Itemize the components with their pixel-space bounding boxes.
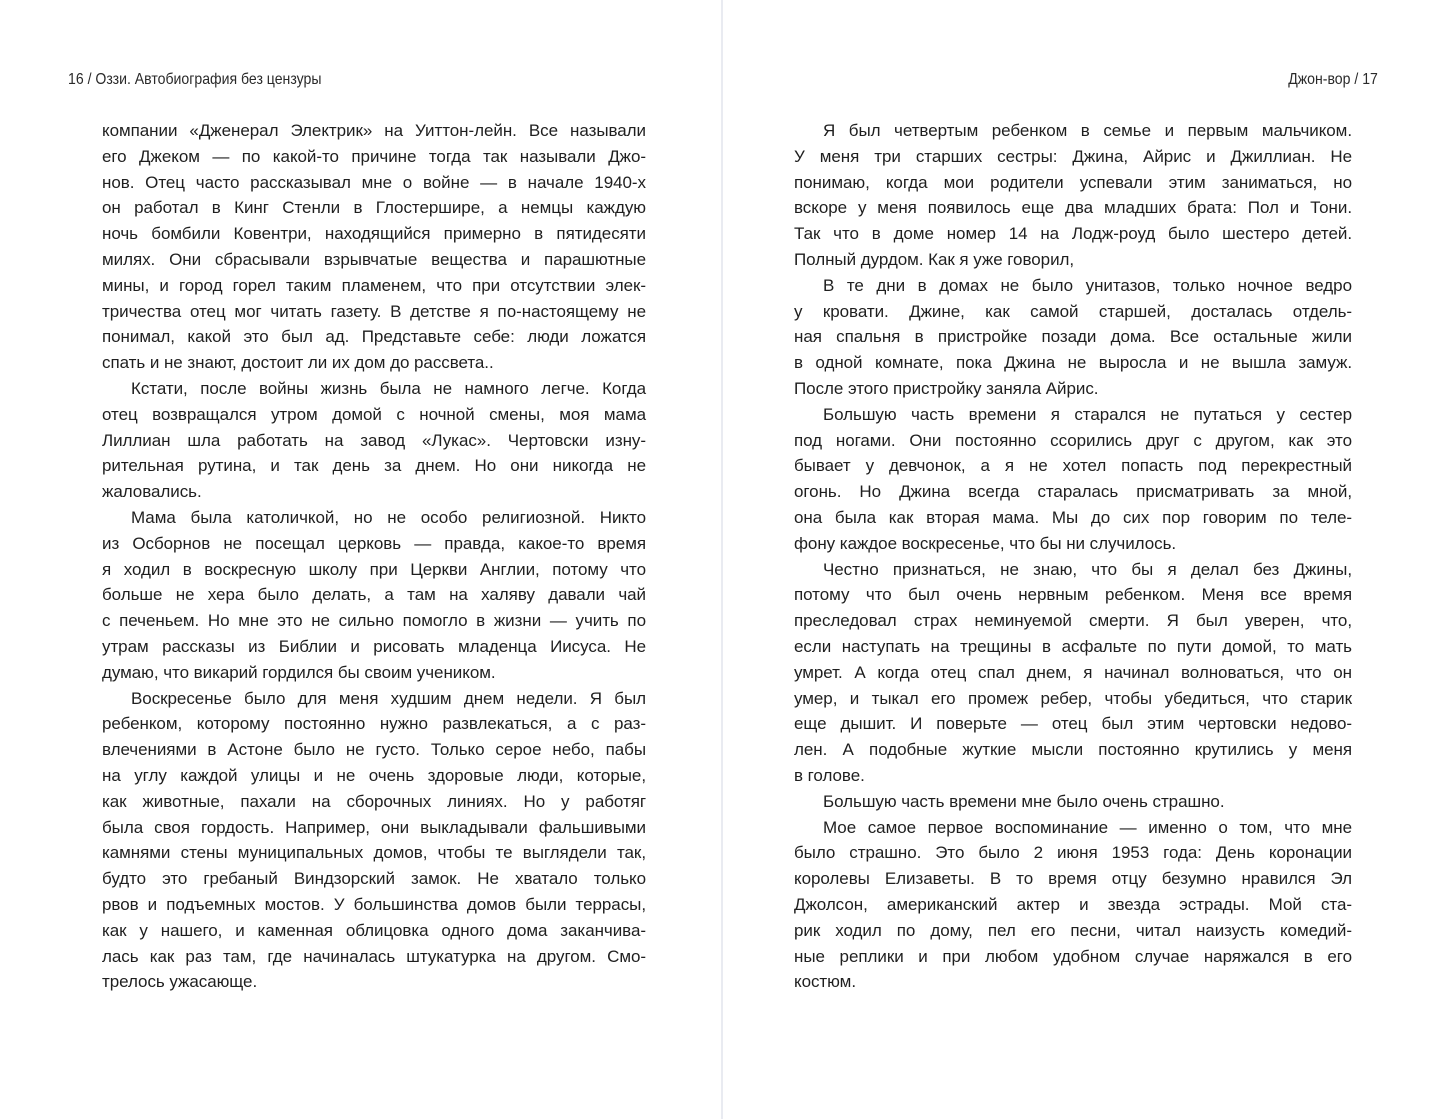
paragraph: [794, 273, 1352, 402]
text-line: трелось ужасающе.: [102, 972, 258, 992]
text-line: на углу каждой улицы и не очень здоровые люди, которые,: [102, 765, 646, 785]
text-line: у кровати. Джине, как самой старшей, досталась отдель-: [794, 301, 1352, 321]
text-line: рвов и подъемных мостов. У большинства домов были террасы,: [102, 894, 646, 914]
text-line: думаю, что викарий гордился бы своим учеником.: [102, 662, 496, 682]
text-line: она была как вторая мама. Мы до сих пор говорим по теле-: [794, 507, 1352, 527]
text-line: мины, и город горел таким пламенем, что при отсутствии элек-: [102, 275, 646, 295]
text-line: Мама была католичкой, но не особо религиозной. Никто: [131, 507, 646, 527]
text-line: жаловались.: [102, 482, 202, 502]
text-line: компании «Дженерал Электрик» на Уиттон-лейн. Все называли: [102, 121, 646, 140]
text-line: милях. Они сбрасывали взрывчатые вещества и парашютные: [102, 249, 646, 269]
text-line: королевы Елизаветы. В то время отцу безумно нравился Эл: [794, 869, 1352, 889]
text-line: ночь бомбили Ковентри, находящийся примерно в пятидесяти: [102, 224, 646, 244]
paragraph: [102, 686, 646, 996]
text-line: лась как раз там, где начиналась штукатурка на другом. Смо-: [102, 946, 646, 966]
text-line: костюм.: [794, 972, 856, 992]
page-gutter-divider: [721, 0, 723, 1119]
text-line: если наступать на трещины в асфальте по пути домой, то мать: [794, 636, 1352, 656]
text-line: он работал в Кинг Стенли в Глостершире, а немцы каждую: [102, 198, 646, 218]
text-line: в одной комнате, пока Джина не выросла и не вышла замуж.: [794, 353, 1352, 373]
text-line: рительная рутина, и так день за днем. Но они никогда не: [102, 456, 646, 476]
text-line: с печеньем. Но мне это не сильно помогло в жизни — учить по: [102, 611, 646, 631]
text-line: Большую часть времени мне было очень страшно.: [823, 791, 1225, 811]
text-line: потому что был очень нервным ребенком. Меня все время: [794, 585, 1352, 605]
text-line: больше не хера было делать, а там на халяву давали чай: [102, 585, 646, 605]
text-line: Так что в доме номер 14 на Лодж-роуд было шестеро детей.: [794, 224, 1352, 244]
page-right-text: [794, 118, 1352, 995]
text-line: было страшно. Это было 2 июня 1953 года: День коронации: [794, 843, 1352, 863]
text-line: как животные, пахали на сборочных линиях. Но у работяг: [102, 791, 646, 811]
text-line: спать и не знают, достоит ли их дом до рассвета..: [102, 353, 494, 373]
paragraph: [102, 505, 646, 686]
text-line: в голове.: [794, 765, 865, 785]
text-line: Большую часть времени я старался не путаться у сестер: [823, 404, 1352, 424]
paragraph: [794, 789, 1352, 815]
text-line: Мое самое первое воспоминание — именно о том, что мне: [823, 817, 1352, 837]
page-header-left: 16 / Оззи. Автобиография без цензуры: [68, 71, 322, 88]
text-line: Воскресенье было для меня худшим днем недели. Я был: [131, 688, 646, 708]
paragraph: [794, 557, 1352, 789]
text-line: вскоре у меня появилось еще два младших брата: Пол и Тони.: [794, 198, 1352, 218]
text-line: рик ходил по дому, пел его песни, читал наизусть комедий-: [794, 920, 1352, 940]
text-line: его Джеком — по какой-то причине тогда так называли Джо-: [102, 146, 646, 166]
text-line: Лиллиан шла работать на завод «Лукас». Чертовски изну-: [102, 430, 646, 450]
text-line: я ходил в воскресную школу при Церкви Англии, потому что: [102, 559, 646, 579]
text-line: будто это гребаный Виндзорский замок. Не хватало только: [102, 869, 646, 889]
text-line: как у нашего, и каменная облицовка одного дома заканчива-: [102, 920, 646, 940]
text-line: утрам рассказы из Библии и рисовать младенца Иисуса. Не: [102, 636, 646, 656]
text-line: тричества отец мог читать газету. В детстве я по-настоящему не: [102, 301, 646, 321]
text-line: понимал, какой это был ад. Представьте себе: люди ложатся: [102, 327, 646, 347]
text-line: преследовал страх неминуемой смерти. Я был уверен, что,: [794, 611, 1352, 631]
page-left-text: [102, 118, 646, 995]
text-line: бывает у девчонок, а я не хотел попасть под перекрестный: [794, 456, 1352, 476]
text-line: Честно признаться, не знаю, что бы я делал без Джины,: [823, 559, 1352, 579]
text-line: камнями стены муниципальных домов, чтобы те выглядели так,: [102, 843, 646, 863]
text-line: под ногами. Они постоянно ссорились друг с другом, как это: [794, 430, 1352, 450]
text-line: После этого пристройку заняла Айрис.: [794, 378, 1099, 398]
text-line: Полный дурдом. Как я уже говорил,: [794, 249, 1075, 269]
text-line: была своя гордость. Например, они выкладывали фальшивыми: [102, 817, 646, 837]
text-line: У меня три старших сестры: Джина, Айрис и Джиллиан. Не: [794, 146, 1352, 166]
paragraph: [102, 376, 646, 505]
page-header-right: Джон-вор / 17: [1288, 71, 1378, 88]
text-line: влечениями в Астоне было не густо. Только серое небо, пабы: [102, 740, 646, 760]
paragraph: [794, 815, 1352, 996]
text-line: отец возвращался утром домой с ночной смены, моя мама: [102, 404, 646, 424]
text-line: еще дышит. И поверьте — отец был этим чертовски недово-: [794, 714, 1352, 734]
text-line: огонь. Но Джина всегда старалась присматривать за мной,: [794, 482, 1352, 502]
text-line: В те дни в домах не было унитазов, только ночное ведро: [823, 275, 1352, 295]
text-line: ребенком, которому постоянно нужно развлекаться, а с раз-: [102, 714, 646, 734]
text-line: Кстати, после войны жизнь была не намного легче. Когда: [131, 378, 646, 398]
paragraph: [102, 118, 646, 376]
text-line: ные реплики и при любом удобном случае наряжался в его: [794, 946, 1352, 966]
text-line: нов. Отец часто рассказывал мне о войне — в начале 1940-х: [102, 172, 646, 192]
text-line: понимаю, когда мои родители успевали этим заниматься, но: [794, 172, 1352, 192]
text-line: фону каждое воскресенье, что бы ни случилось.: [794, 533, 1177, 553]
text-line: ная спальня в пристройке позади дома. Все остальные жили: [794, 327, 1352, 347]
text-line: умрет. А когда отец спал днем, я начинал волноваться, что он: [794, 662, 1352, 682]
text-line: Джолсон, американский актер и звезда эстрады. Мой ста-: [794, 894, 1352, 914]
text-line: Я был четвертым ребенком в семье и первым мальчиком.: [823, 121, 1352, 140]
text-line: умер, и тыкал его промеж ребер, чтобы убедиться, что старик: [794, 688, 1352, 708]
text-line: лен. А подобные жуткие мысли постоянно крутились у меня: [794, 740, 1352, 760]
paragraph: [794, 402, 1352, 557]
paragraph: [794, 118, 1352, 273]
text-line: из Осборнов не посещал церковь — правда, какое-то время: [102, 533, 646, 553]
